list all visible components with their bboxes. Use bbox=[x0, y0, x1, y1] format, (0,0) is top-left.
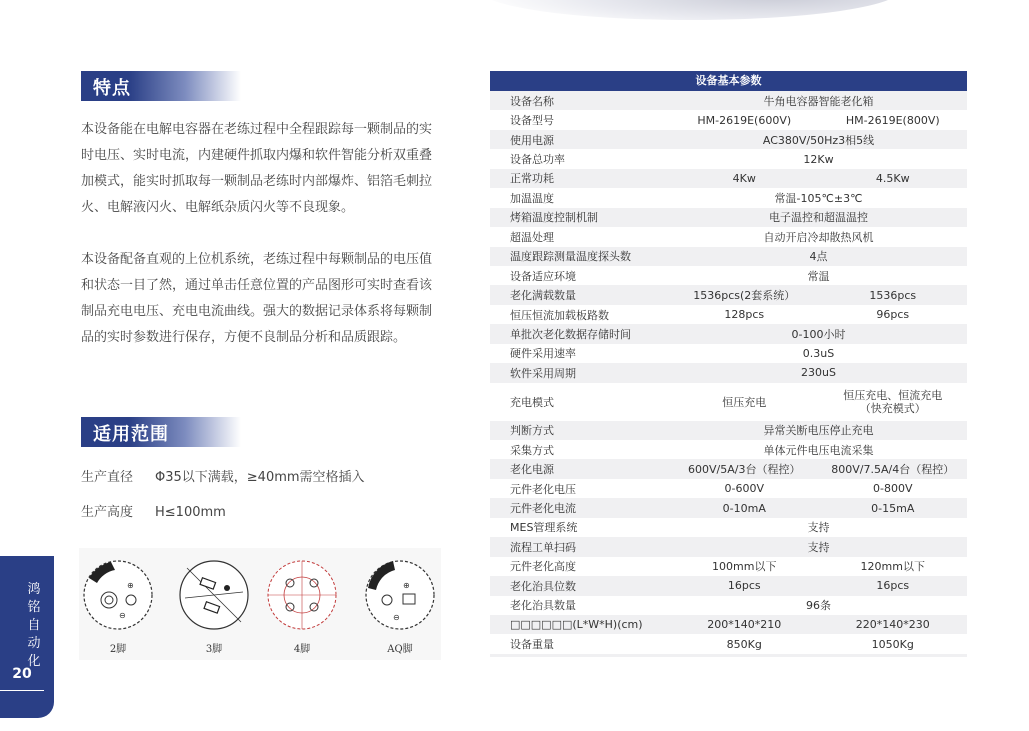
table-body bbox=[490, 91, 967, 654]
decorative-swoosh bbox=[480, 0, 900, 20]
param-value: 4.5Kw bbox=[819, 169, 968, 188]
table-row bbox=[490, 576, 967, 595]
table-row bbox=[490, 169, 967, 188]
param-value: 12Kw bbox=[803, 152, 834, 166]
diagram-caption: AQ脚 bbox=[387, 644, 413, 655]
scope-label: 生产高度 bbox=[81, 505, 134, 520]
param-value: HM-2619E(600V) bbox=[697, 113, 792, 127]
table-row bbox=[490, 110, 967, 129]
param-name: 设备型号 bbox=[510, 114, 554, 128]
param-name: 老化治具位数 bbox=[490, 576, 670, 595]
table-row bbox=[490, 285, 967, 304]
param-value: 1050Kg bbox=[871, 637, 914, 651]
table-row bbox=[490, 459, 967, 478]
param-name: 恒压恒流加载板路数 bbox=[510, 308, 609, 322]
svg-text:⊖: ⊖ bbox=[119, 611, 126, 620]
svg-text:⊕: ⊕ bbox=[403, 581, 410, 590]
table-row bbox=[490, 498, 967, 517]
param-name: MES管理系统 bbox=[510, 521, 578, 535]
param-value: 600V/5A/3台（程控） bbox=[670, 459, 819, 478]
param-value: 220*140*230 bbox=[819, 615, 968, 634]
param-value: 96条 bbox=[806, 599, 831, 613]
param-name: 烤箱温度控制机制 bbox=[490, 208, 670, 227]
pin-diagrams-panel bbox=[79, 548, 441, 660]
param-value: 0-100小时 bbox=[670, 324, 967, 343]
param-name: □□□□□□(L*W*H)(cm) bbox=[490, 615, 670, 634]
param-value: 支持 bbox=[807, 521, 830, 535]
param-value: 0.3uS bbox=[802, 346, 835, 360]
features-paragraph-1 bbox=[81, 117, 443, 221]
param-value: 电子温控和超温温控 bbox=[670, 208, 967, 227]
table-row bbox=[490, 149, 967, 168]
scope-row-diameter bbox=[81, 466, 365, 485]
scope-value: Φ35以下满载，≥40mm需空格插入 bbox=[155, 470, 365, 485]
page-number: 20 bbox=[12, 666, 32, 682]
equipment-parameters-table bbox=[490, 71, 967, 657]
param-name: 硬件采用速率 bbox=[510, 347, 576, 361]
param-value: 恒压充电、恒流充电 （快充模式） bbox=[843, 388, 943, 415]
table-row bbox=[490, 266, 967, 285]
param-value: 单体元件电压电流采集 bbox=[763, 443, 874, 457]
param-value: 0-10mA bbox=[670, 498, 819, 517]
param-value: 0-15mA bbox=[819, 498, 968, 517]
param-name: 老化治具数量 bbox=[510, 599, 576, 613]
param-value: 支持 bbox=[670, 537, 967, 556]
features-text-2: 本设备配备直观的上位机系统，老练过程中每颗制品的电压值和状态一目了然，通过单击任意位置的产品图形可实时查看该制品充电电压、充电电流曲线。强大的数据记录体系将每颗制品的实时参数进行保存，方便不良制品分析和品质跟踪。 bbox=[81, 252, 433, 345]
four-pin-capacitor-diagram bbox=[265, 558, 339, 632]
table-row bbox=[490, 363, 967, 382]
table-row bbox=[490, 188, 967, 207]
three-pin-capacitor-diagram bbox=[177, 558, 251, 632]
table-row bbox=[490, 557, 967, 576]
diagram-caption: 3脚 bbox=[205, 644, 223, 655]
param-value: 16pcs bbox=[670, 576, 819, 595]
param-name: 使用电源 bbox=[490, 130, 670, 149]
svg-text:⊖: ⊖ bbox=[393, 613, 400, 622]
table-row bbox=[490, 518, 967, 537]
param-value: 120mm以下 bbox=[860, 560, 925, 574]
param-value: 1536pcs bbox=[819, 285, 968, 304]
brand-name: 鸿铭自动化 bbox=[27, 582, 41, 669]
param-name: 判断方式 bbox=[490, 421, 670, 440]
page-number-underline bbox=[0, 690, 44, 691]
table-row bbox=[490, 596, 967, 615]
param-value: 230uS bbox=[670, 363, 967, 382]
param-value: AC380V/50Hz3相5线 bbox=[670, 130, 967, 149]
param-name: 元件老化高度 bbox=[510, 560, 576, 574]
features-text-1: 本设备能在电解电容器在老练过程中全程跟踪每一颗制品的实时电压、实时电流，内建硬件抓取内爆和软件智能分析双重叠加模式，能实时抓取每一颗制品老练时内部爆炸、铝箔毛刺拉火、电解液闪火、电解纸杂质闪火等不良现象。 bbox=[81, 122, 433, 215]
table-row bbox=[490, 344, 967, 363]
table-row bbox=[490, 91, 967, 110]
features-heading bbox=[81, 71, 241, 101]
param-name: 温度跟踪测量温度探头数 bbox=[490, 247, 670, 266]
param-name: 软件采用周期 bbox=[490, 363, 670, 382]
param-name: 设备重量 bbox=[510, 638, 554, 652]
table-row bbox=[490, 324, 967, 343]
table-row bbox=[490, 537, 967, 556]
param-value: 牛角电容器智能老化箱 bbox=[670, 91, 967, 110]
param-value: 常温-105℃±3℃ bbox=[774, 191, 863, 205]
param-name: 超温处理 bbox=[510, 230, 554, 244]
scope-value: H≤100mm bbox=[155, 505, 226, 520]
table-row bbox=[490, 479, 967, 498]
table-row bbox=[490, 634, 967, 653]
table-title: 设备基本参数 bbox=[490, 71, 967, 91]
param-name: 老化电源 bbox=[490, 459, 670, 478]
table-row bbox=[490, 440, 967, 459]
table-row bbox=[490, 383, 967, 421]
param-value: 1536pcs(2套系统） bbox=[670, 285, 819, 304]
param-name: 充电模式 bbox=[510, 395, 554, 409]
scope-heading bbox=[81, 417, 241, 447]
features-title: 特点 bbox=[93, 78, 131, 99]
diagram-caption: 4脚 bbox=[293, 644, 311, 655]
table-row bbox=[490, 247, 967, 266]
param-value: 16pcs bbox=[819, 576, 968, 595]
table-row bbox=[490, 305, 967, 324]
param-name: 正常功耗 bbox=[490, 169, 670, 188]
table-row bbox=[490, 208, 967, 227]
param-name: 元件老化电流 bbox=[490, 498, 670, 517]
diagram-caption: 2脚 bbox=[109, 644, 127, 655]
param-value: 自动开启冷却散热风机 bbox=[763, 230, 874, 244]
param-value: 4Kw bbox=[670, 169, 819, 188]
param-name: 设备适应环境 bbox=[510, 269, 576, 283]
param-name: 采集方式 bbox=[510, 443, 554, 457]
two-pin-capacitor-diagram bbox=[81, 558, 155, 632]
table-row bbox=[490, 615, 967, 634]
param-value: 常温 bbox=[807, 269, 830, 283]
param-value: 异常关断电压停止充电 bbox=[670, 421, 967, 440]
param-name: 老化满载数量 bbox=[490, 285, 670, 304]
scope-title: 适用范围 bbox=[93, 424, 169, 445]
aq-pin-capacitor-diagram bbox=[363, 558, 437, 632]
param-value: 恒压充电 bbox=[722, 395, 767, 409]
param-value: 850Kg bbox=[726, 637, 762, 651]
param-value: 200*140*210 bbox=[670, 615, 819, 634]
param-name: 设备名称 bbox=[490, 91, 670, 110]
param-name: 设备总功率 bbox=[510, 153, 565, 167]
param-value: 4点 bbox=[670, 247, 967, 266]
table-row bbox=[490, 421, 967, 440]
table-bottom-bar bbox=[490, 654, 967, 657]
param-name: 单批次老化数据存储时间 bbox=[490, 324, 670, 343]
param-value: 96pcs bbox=[876, 308, 910, 322]
side-brand-tab bbox=[0, 556, 54, 718]
scope-label: 生产直径 bbox=[81, 470, 134, 485]
param-name: 流程工单扫码 bbox=[490, 537, 670, 556]
svg-text:⊕: ⊕ bbox=[127, 581, 134, 590]
features-paragraph-2 bbox=[81, 247, 443, 351]
param-value: 0-600V bbox=[724, 482, 764, 496]
param-value: 800V/7.5A/4台（程控） bbox=[819, 459, 968, 478]
param-value: 100mm以下 bbox=[712, 560, 777, 574]
param-value: HM-2619E(800V) bbox=[845, 113, 940, 127]
table-row bbox=[490, 130, 967, 149]
table-row bbox=[490, 227, 967, 246]
scope-row-height bbox=[81, 501, 226, 520]
param-name: 加温温度 bbox=[510, 191, 554, 205]
param-name: 元件老化电压 bbox=[510, 482, 576, 496]
param-value: 128pcs bbox=[724, 308, 765, 322]
param-value: 0-800V bbox=[873, 482, 913, 496]
